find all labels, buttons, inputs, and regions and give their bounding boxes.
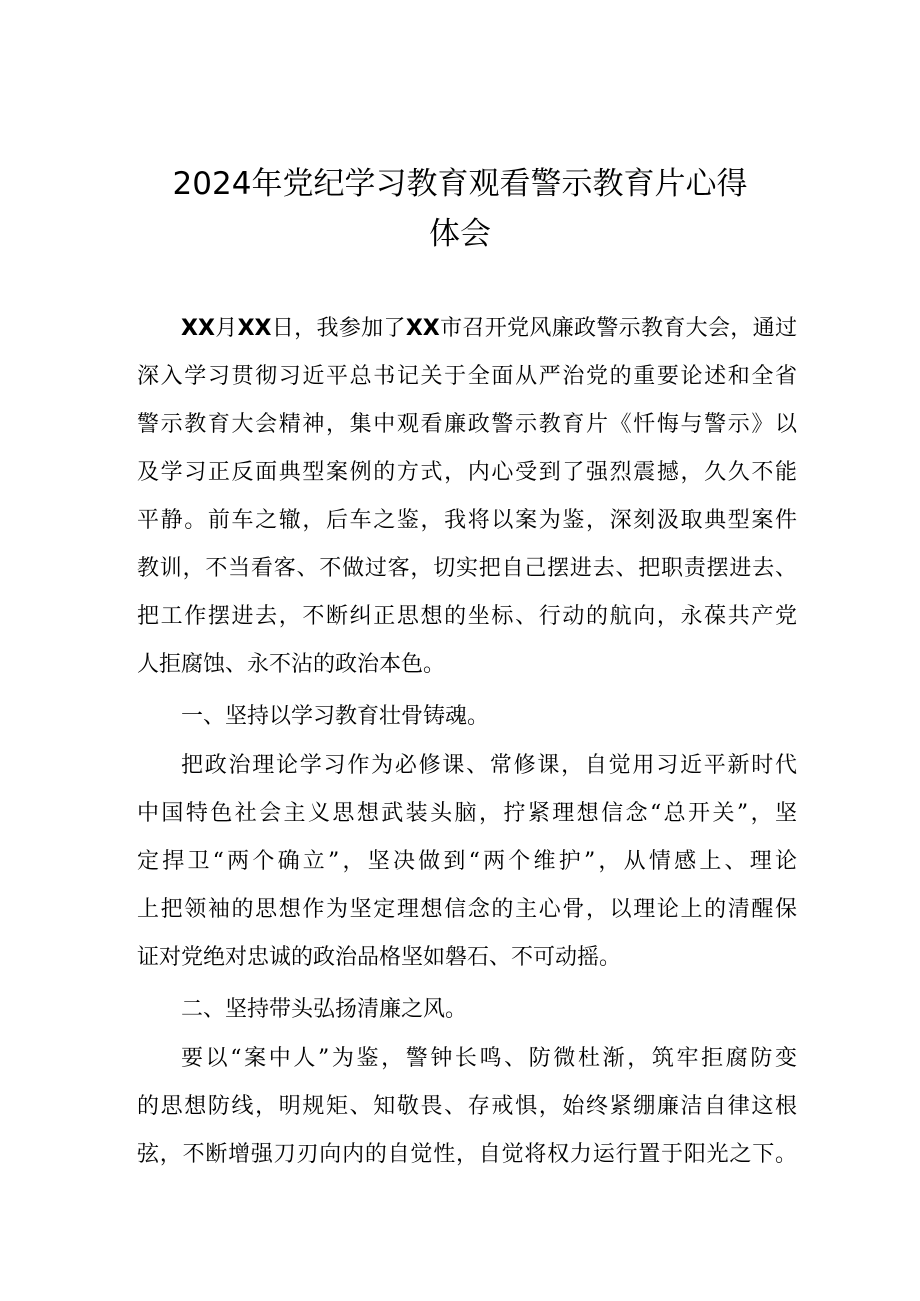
intro-xx-placeholder: XX: [181, 316, 215, 341]
section-2-first-line: 要以“案中人”为鉴，警钟长鸣、防微杜渐，筑牢拒腐防变: [181, 1046, 797, 1071]
section-1-heading: 一、坚持以学习教育壮骨铸魂。: [181, 704, 490, 729]
document-title-line-2: 体会: [429, 216, 491, 252]
paragraph-line: 人拒腐蚀、永不沾的政治本色。: [137, 652, 446, 677]
intro-xx-placeholder: XX: [405, 316, 440, 341]
document-title-line-1: 2024年党纪学习教育观看警示教育片心得: [172, 166, 748, 202]
paragraph-line: 定捍卫“两个确立”，坚决做到“两个维护”，从情感上、理论: [137, 849, 797, 874]
section-1-first-line: 把政治理论学习作为必修课、常修课，自觉用习近平新时代: [181, 753, 797, 778]
intro-first-line: [181, 313, 797, 345]
intro-xx-placeholder: XX: [237, 316, 272, 341]
paragraph-line: 警示教育大会精神，集中观看廉政警示教育片《忏悔与警示》以: [137, 412, 797, 437]
intro-lead-tail: 市召开党风廉政警示教育大会，通过: [439, 316, 797, 341]
paragraph-line: 上把领袖的思想作为坚定理想信念的主心骨，以理论上的清醒保: [137, 897, 797, 922]
intro-month-text: 月: [214, 316, 238, 341]
paragraph-line: 的思想防线，明规矩、知敬畏、存戒惧，始终紧绷廉洁自律这根: [137, 1094, 797, 1119]
paragraph-line: 平静。前车之辙，后车之鉴，我将以案为鉴，深刻汲取典型案件: [137, 508, 797, 533]
paragraph-line: 证对党绝对忠诚的政治品格坚如磐石、不可动摇。: [137, 945, 622, 970]
paragraph-line: 把工作摆进去，不断纠正思想的坐标、行动的航向，永葆共产党: [137, 604, 797, 629]
intro-date-text: 日，我参加了: [271, 316, 406, 341]
paragraph-line: 教训，不当看客、不做过客，切实把自己摆进去、把职责摆进去、: [137, 556, 797, 581]
section-2-heading: 二、坚持带头弘扬清廉之风。: [181, 997, 468, 1022]
paragraph-line: 及学习正反面典型案例的方式，内心受到了强烈震撼，久久不能: [137, 460, 797, 485]
paragraph-line: 中国特色社会主义思想武装头脑，拧紧理想信念“总开关”，坚: [137, 801, 797, 826]
paragraph-line: 深入学习贯彻习近平总书记关于全面从严治党的重要论述和全省: [137, 364, 797, 389]
paragraph-line: 弦，不断增强刀刃向内的自觉性，自觉将权力运行置于阳光之下。: [137, 1142, 797, 1167]
